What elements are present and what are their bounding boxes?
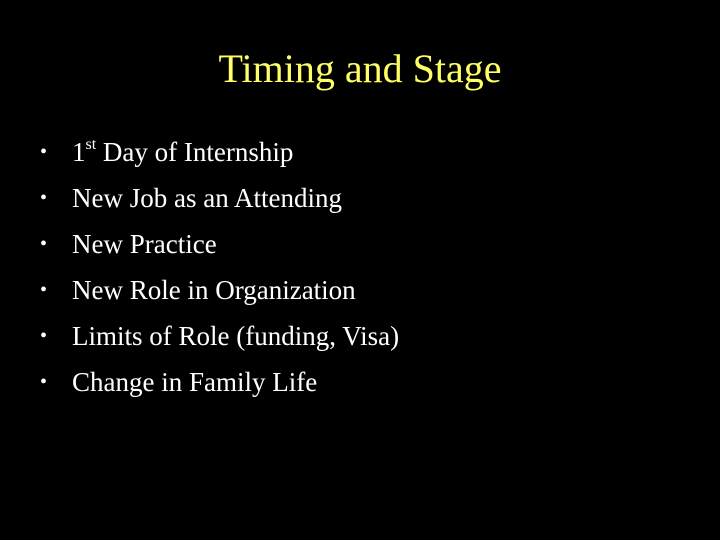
- bullet-icon: •: [40, 371, 48, 393]
- bullet-text: New Practice: [72, 229, 217, 259]
- bullet-text-rest: Day of Internship: [96, 137, 294, 167]
- bullet-icon: •: [40, 325, 48, 347]
- list-item: [40, 364, 690, 410]
- list-item: [40, 226, 690, 272]
- bullet-icon: •: [40, 279, 48, 301]
- bullet-text: Limits of Role (funding, Visa): [72, 321, 400, 351]
- ordinal-suffix: st: [85, 136, 97, 153]
- bullet-text: New Role in Organization: [72, 275, 356, 305]
- bullet-text: Change in Family Life: [72, 367, 318, 397]
- bullet-icon: •: [40, 187, 48, 209]
- slide-title: Timing and Stage: [218, 46, 502, 91]
- list-item: [40, 318, 690, 364]
- bullet-icon: •: [40, 233, 48, 255]
- list-item: [40, 180, 690, 226]
- bullet-icon: •: [40, 141, 48, 163]
- ordinal-number: 1: [72, 137, 86, 167]
- bullet-text: New Job as an Attending: [72, 183, 342, 213]
- bullet-text: [72, 134, 293, 170]
- list-item: [40, 134, 690, 180]
- list-item: [40, 272, 690, 318]
- bullet-list: [40, 134, 690, 410]
